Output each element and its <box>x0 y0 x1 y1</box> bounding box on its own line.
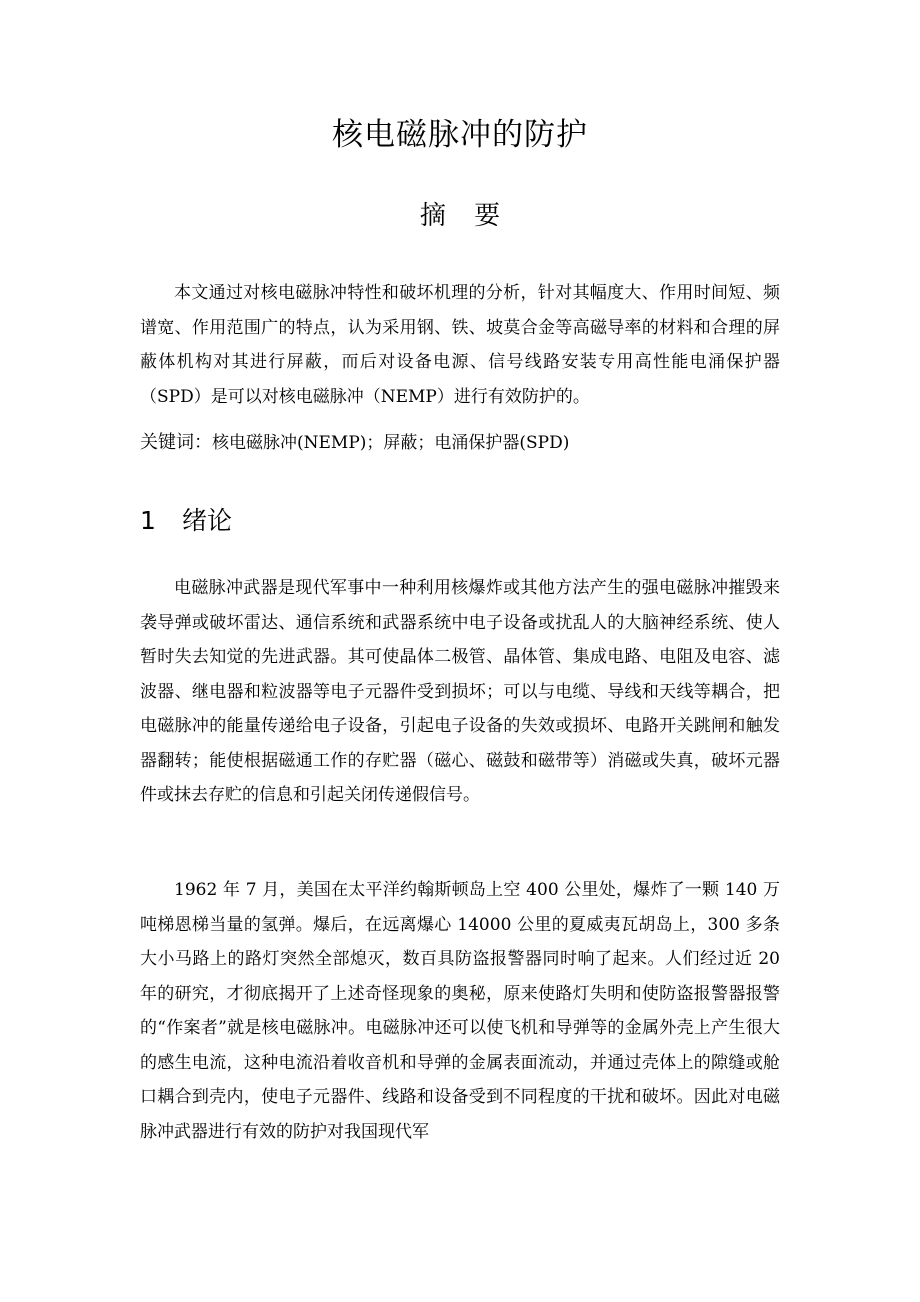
section-number: 1 <box>140 506 156 535</box>
body-paragraph: 1962 年 7 月，美国在太平洋约翰斯顿岛上空 400 公里处，爆炸了一颗 140 万吨梯恩梯当量的氢弹。爆后，在远离爆心 14000 公里的夏威夷瓦胡岛上，300 多条大小马路上的路灯突然全部熄灭，数百具防盗报警器同时响了起来。人们经过近 20 年的研究，才彻底揭开了上述奇怪现象的奥秘，原来使路灯失明和使防盗报警器报警的“作案者”就是核电磁脉冲。电磁脉冲还可以使飞机和导弹等的金属外壳上产生很大的感生电流，这种电流沿着收音机和导弹的金属表面流动，并通过壳体上的隙缝或舱口耦合到壳内，使电子元器件、线路和设备受到不同程度的干扰和破坏。因此对电磁脉冲武器进行有效的防护对我国现代军 <box>140 880 780 1142</box>
section-title: 绪论 <box>182 506 233 535</box>
abstract-paragraph: 本文通过对核电磁脉冲特性和破坏机理的分析，针对其幅度大、作用时间短、频谱宽、作用范围广的特点，认为采用钢、铁、坡莫合金等高磁导率的材料和合理的屏蔽体机构对其进行屏蔽，而后对设备电源、信号线路安装专用高性能电涌保护器（SPD）是可以对核电磁脉冲（NEMP）进行有效防护的。 <box>140 283 780 407</box>
keywords-text: 核电磁脉冲(NEMP)；屏蔽；电涌保护器(SPD) <box>212 433 570 453</box>
keywords-label: 关键词： <box>140 432 212 453</box>
section-heading <box>140 501 232 541</box>
document-title: 核电磁脉冲的防护 <box>332 117 588 153</box>
abstract-heading: 摘 要 <box>419 201 501 231</box>
body-paragraph: 电磁脉冲武器是现代军事中一种利用核爆炸或其他方法产生的强电磁脉冲摧毁来袭导弹或破坏雷达、通信系统和武器系统中电子设备或扰乱人的大脑神经系统、使人暂时失去知觉的先进武器。其可使晶体二极管、晶体管、集成电路、电阻及电容、滤波器、继电器和粒波器等电子元器件受到损坏；可以与电缆、导线和天线等耦合，把电磁脉冲的能量传递给电子设备，引起电子设备的失效或损坏、电路开关跳闸和触发器翻转；能使根据磁通工作的存贮器（磁心、磁鼓和磁带等）消磁或失真，破坏元器件或抹去存贮的信息和引起关闭传递假信号。 <box>140 578 780 805</box>
keywords-line <box>140 426 780 460</box>
